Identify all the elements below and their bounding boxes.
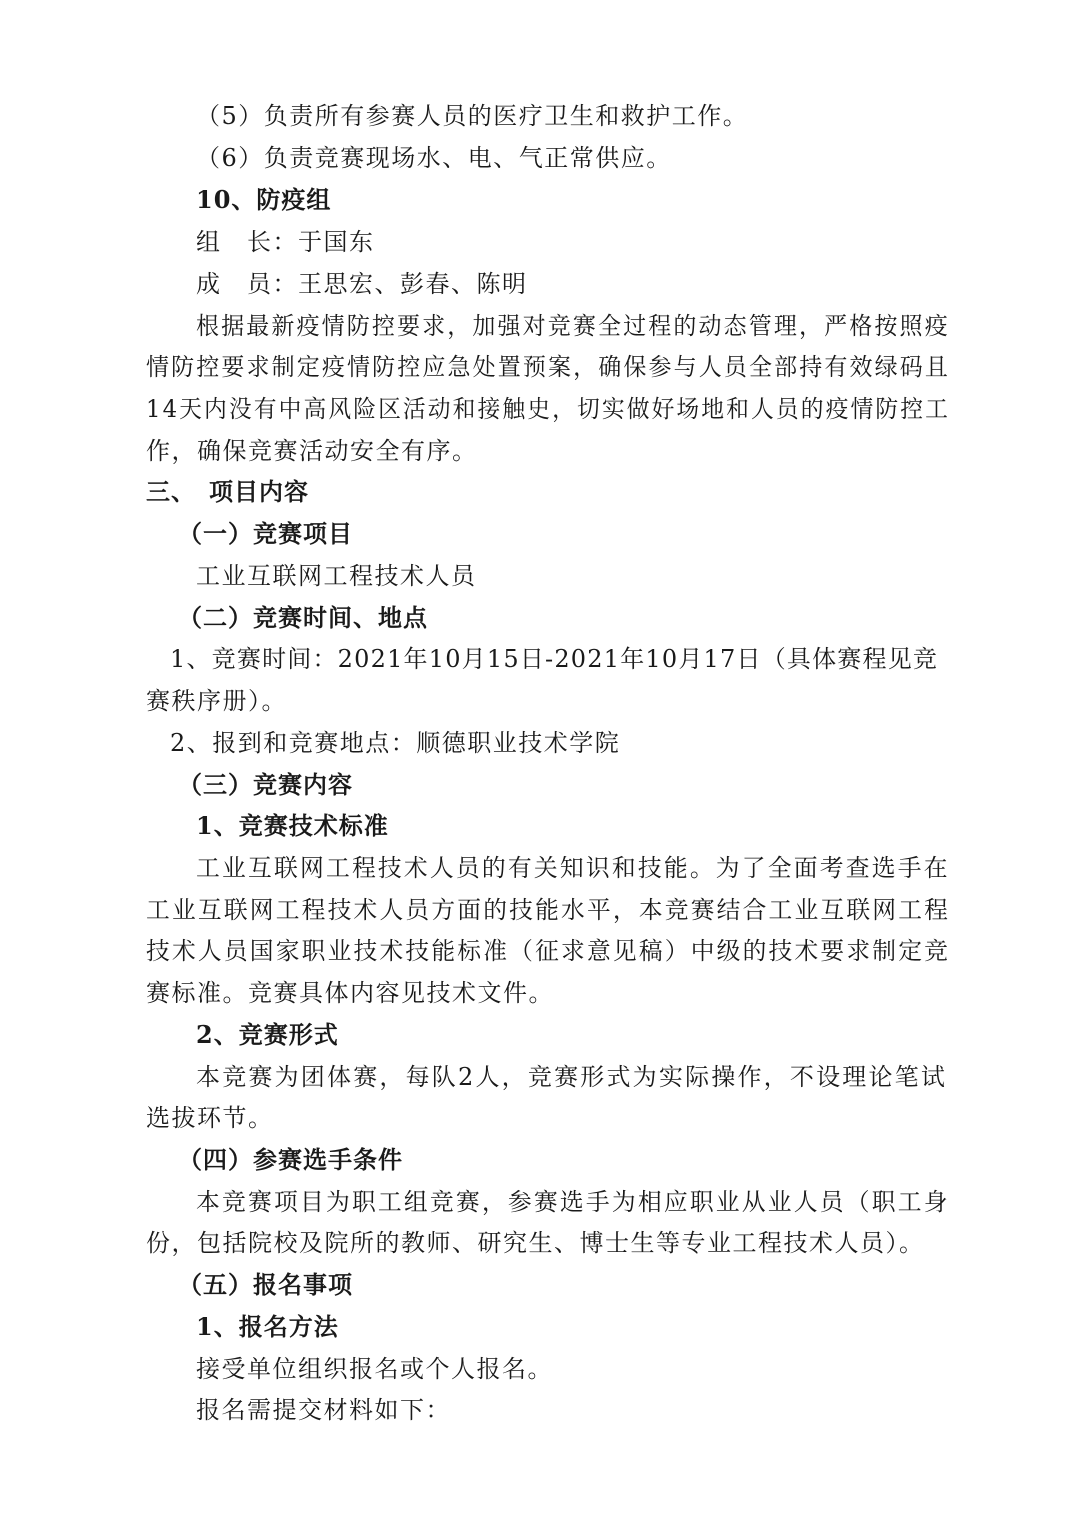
- heading-epidemic-group: 10、防疫组: [196, 185, 332, 214]
- registration-materials-intro: 报名需提交材料如下：: [196, 1396, 451, 1424]
- item-6-utilities: （6）负责竞赛现场水、电、气正常供应。: [196, 144, 672, 172]
- paragraph-epidemic-line-1: 根据最新疫情防控要求，加强对竞赛全过程的动态管理，严格按照疫: [196, 312, 950, 340]
- paragraph-epidemic-line-4: 作，确保竞赛活动安全有序。: [146, 437, 478, 465]
- group-members: 成 员：王思宏、彭春、陈明: [196, 270, 528, 298]
- heading-technical-standard: 1、竞赛技术标准: [196, 811, 389, 840]
- competition-time-line-1: 1、竞赛时间：2021年10月15日-2021年10月17日（具体赛程见竞: [170, 645, 939, 673]
- paragraph-conditions-line-1: 本竞赛项目为职工组竞赛，参赛选手为相应职业从业人员（职工身: [196, 1188, 950, 1216]
- subheading-registration: （五）报名事项: [178, 1270, 353, 1299]
- paragraph-format-line-1: 本竞赛为团体赛，每队2人，竞赛形式为实际操作，不设理论笔试: [196, 1063, 948, 1091]
- group-leader: 组 长：于国东: [196, 228, 375, 256]
- registration-method-text: 接受单位组织报名或个人报名。: [196, 1355, 553, 1383]
- competition-time-line-2: 赛秩序册）。: [146, 687, 287, 715]
- subheading-competition-content: （三）竞赛内容: [178, 770, 353, 799]
- paragraph-standard-line-2: 工业互联网工程技术人员方面的技能水平，本竞赛结合工业互联网工程: [146, 896, 951, 924]
- paragraph-standard-line-4: 赛标准。竞赛具体内容见技术文件。: [146, 979, 554, 1007]
- paragraph-epidemic-line-2: 情防控要求制定疫情防控应急处置预案，确保参与人员全部持有效绿码且: [146, 353, 951, 381]
- item-5-medical: （5）负责所有参赛人员的医疗卫生和救护工作。: [196, 102, 749, 130]
- paragraph-standard-line-3: 技术人员国家职业技术技能标准（征求意见稿）中级的技术要求制定竞: [146, 937, 951, 965]
- competition-venue: 2、报到和竞赛地点：顺德职业技术学院: [170, 729, 621, 757]
- section-three-heading: 三、 项目内容: [146, 477, 309, 506]
- competition-item-name: 工业互联网工程技术人员: [196, 562, 477, 590]
- heading-registration-method: 1、报名方法: [196, 1312, 339, 1341]
- paragraph-format-line-2: 选拔环节。: [146, 1104, 274, 1132]
- paragraph-epidemic-line-3: 14天内没有中高风险区活动和接触史，切实做好场地和人员的疫情防控工: [146, 395, 950, 423]
- subheading-competition-item: （一）竞赛项目: [178, 519, 353, 548]
- heading-competition-format: 2、竞赛形式: [196, 1020, 339, 1049]
- paragraph-standard-line-1: 工业互联网工程技术人员的有关知识和技能。为了全面考查选手在: [196, 854, 950, 882]
- subheading-participant-conditions: （四）参赛选手条件: [178, 1145, 403, 1174]
- paragraph-conditions-line-2: 份，包括院校及院所的教师、研究生、博士生等专业工程技术人员）。: [146, 1229, 925, 1257]
- subheading-time-place: （二）竞赛时间、地点: [178, 603, 428, 632]
